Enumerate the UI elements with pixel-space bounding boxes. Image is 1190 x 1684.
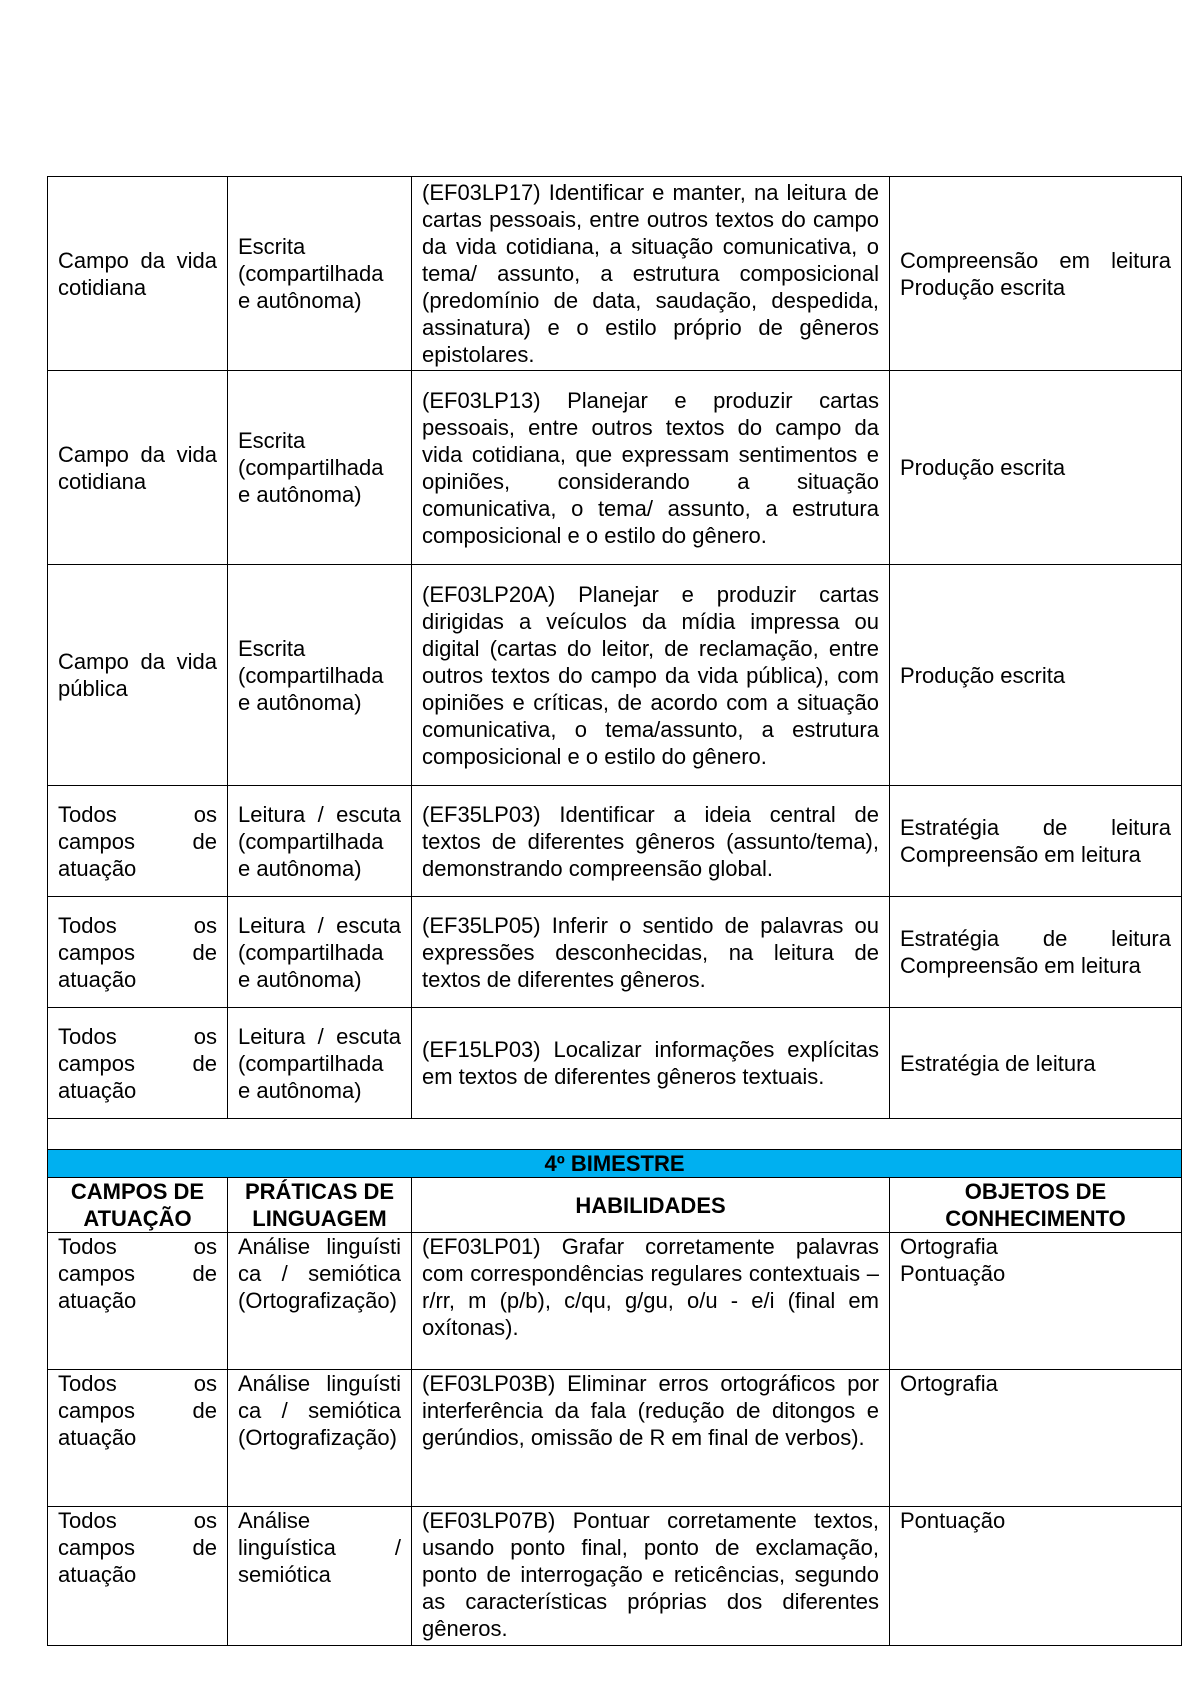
campo-cell: Campo da vida cotidiana bbox=[48, 371, 228, 565]
habilidade-cell: (EF35LP05) Inferir o sentido de palavras ou expressões desconhecidas, na leitura de textos de diferentes gêneros. bbox=[412, 897, 890, 1008]
table-row bbox=[48, 565, 1182, 786]
objeto-line: Estratégia de leitura bbox=[900, 926, 1171, 951]
objeto-line: Ortografia bbox=[900, 1371, 998, 1396]
header-row bbox=[48, 1178, 1182, 1233]
pratica-cell: Escrita (compartilhada e autônoma) bbox=[228, 565, 412, 786]
habilidade-cell: (EF03LP13) Planejar e produzir cartas pessoais, entre outros textos do campo da vida cotidiana, que expressam sentimentos e opiniões, considerando a situação comunicativa, o tema/ assunto, a estrutura composicional e o estilo do gênero. bbox=[412, 371, 890, 565]
habilidade-cell: (EF03LP01) Grafar corretamente palavras com correspondências regulares contextuais – r/rr, m (p/b), c/qu, g/gu, o/u - e/i (final em oxítonas). bbox=[412, 1233, 890, 1370]
pratica-cell: Análise linguística / semiótica (Ortografização) bbox=[228, 1233, 412, 1370]
bimestre-row bbox=[48, 1150, 1182, 1178]
campo-cell: Todos os campos de atuação bbox=[48, 1370, 228, 1507]
table-row bbox=[48, 371, 1182, 565]
table-row bbox=[48, 786, 1182, 897]
header-praticas: PRÁTICAS DE LINGUAGEM bbox=[228, 1178, 412, 1233]
objeto-line: Pontuação bbox=[900, 1508, 1006, 1533]
habilidade-cell: (EF15LP03) Localizar informações explícitas em textos de diferentes gêneros textuais. bbox=[412, 1008, 890, 1119]
campo-cell: Todos os campos de atuação bbox=[48, 786, 228, 897]
habilidade-cell: (EF03LP07B) Pontuar corretamente textos, usando ponto final, ponto de exclamação, ponto de interrogação e reticências, segundo as características próprias dos diferentes gêneros. bbox=[412, 1507, 890, 1646]
objeto-cell bbox=[890, 565, 1182, 786]
objeto-cell bbox=[890, 1008, 1182, 1119]
objeto-cell bbox=[890, 1233, 1182, 1370]
table-row bbox=[48, 897, 1182, 1008]
spacer-cell bbox=[48, 1119, 1182, 1150]
table-row bbox=[48, 1507, 1182, 1646]
spacer-row bbox=[48, 1119, 1182, 1150]
objeto-cell bbox=[890, 897, 1182, 1008]
document-page bbox=[47, 176, 1181, 1646]
objeto-line: Estratégia de leitura bbox=[900, 1050, 1096, 1076]
pratica-cell: Análise linguística / semiótica (Ortografização) bbox=[228, 1370, 412, 1507]
objeto-line: Produção escrita bbox=[900, 455, 1066, 480]
habilidade-cell: (EF03LP17) Identificar e manter, na leitura de cartas pessoais, entre outros textos do campo da vida cotidiana, a situação comunicativa, o tema/ assunto, a estrutura composicional (predomínio de data, saudação, despedida, assinatura) e o estilo próprio de gêneros epistolares. bbox=[412, 177, 890, 371]
bimestre-title: 4º BIMESTRE bbox=[48, 1150, 1182, 1178]
objeto-cell bbox=[890, 177, 1182, 371]
pratica-cell: Escrita (compartilhada e autônoma) bbox=[228, 177, 412, 371]
habilidade-cell: (EF03LP03B) Eliminar erros ortográficos por interferência da fala (redução de ditongos e gerúndios, omissão de R em final de verbos). bbox=[412, 1370, 890, 1507]
campo-cell: Todos os campos de atuação bbox=[48, 1008, 228, 1119]
pratica-cell: Leitura / escuta (compartilhada e autônoma) bbox=[228, 1008, 412, 1119]
curriculum-table bbox=[47, 176, 1182, 1646]
pratica-cell: Análise linguística / semiótica bbox=[228, 1507, 412, 1646]
header-habilidades: HABILIDADES bbox=[412, 1178, 890, 1233]
table-row bbox=[48, 1233, 1182, 1370]
table-row bbox=[48, 1370, 1182, 1507]
campo-cell: Todos os campos de atuação bbox=[48, 1507, 228, 1646]
objeto-line: Pontuação bbox=[900, 1261, 1006, 1286]
campo-cell: Campo da vida cotidiana bbox=[48, 177, 228, 371]
objeto-line: Estratégia de leitura bbox=[900, 815, 1171, 840]
pratica-cell: Leitura / escuta (compartilhada e autônoma) bbox=[228, 786, 412, 897]
campo-cell: Todos os campos de atuação bbox=[48, 897, 228, 1008]
objeto-cell bbox=[890, 371, 1182, 565]
objeto-cell bbox=[890, 1507, 1182, 1646]
habilidade-cell: (EF35LP03) Identificar a ideia central de textos de diferentes gêneros (assunto/tema), demonstrando compreensão global. bbox=[412, 786, 890, 897]
objeto-cell bbox=[890, 1370, 1182, 1507]
table-row bbox=[48, 1008, 1182, 1119]
pratica-cell: Leitura / escuta (compartilhada e autônoma) bbox=[228, 897, 412, 1008]
objeto-line: Compreensão em leitura bbox=[900, 953, 1141, 978]
header-campos: CAMPOS DE ATUAÇÃO bbox=[48, 1178, 228, 1233]
habilidade-cell: (EF03LP20A) Planejar e produzir cartas dirigidas a veículos da mídia impressa ou digital (cartas do leitor, de reclamação, entre outros textos do campo da vida pública), com opiniões e críticas, de acordo com a situação comunicativa, o tema/assunto, a estrutura composicional e o estilo do gênero. bbox=[412, 565, 890, 786]
objeto-line: Produção escrita bbox=[900, 662, 1066, 688]
objeto-line: Produção escrita bbox=[900, 274, 1066, 300]
header-objetos: OBJETOS DE CONHECIMENTO bbox=[890, 1178, 1182, 1233]
campo-cell: Todos os campos de atuação bbox=[48, 1233, 228, 1370]
objeto-line: Compreensão em leitura bbox=[900, 247, 1171, 273]
pratica-cell: Escrita (compartilhada e autônoma) bbox=[228, 371, 412, 565]
objeto-line: Compreensão em leitura bbox=[900, 842, 1141, 867]
objeto-line: Ortografia bbox=[900, 1234, 998, 1259]
table-row bbox=[48, 177, 1182, 371]
objeto-cell bbox=[890, 786, 1182, 897]
campo-cell: Campo da vida pública bbox=[48, 565, 228, 786]
